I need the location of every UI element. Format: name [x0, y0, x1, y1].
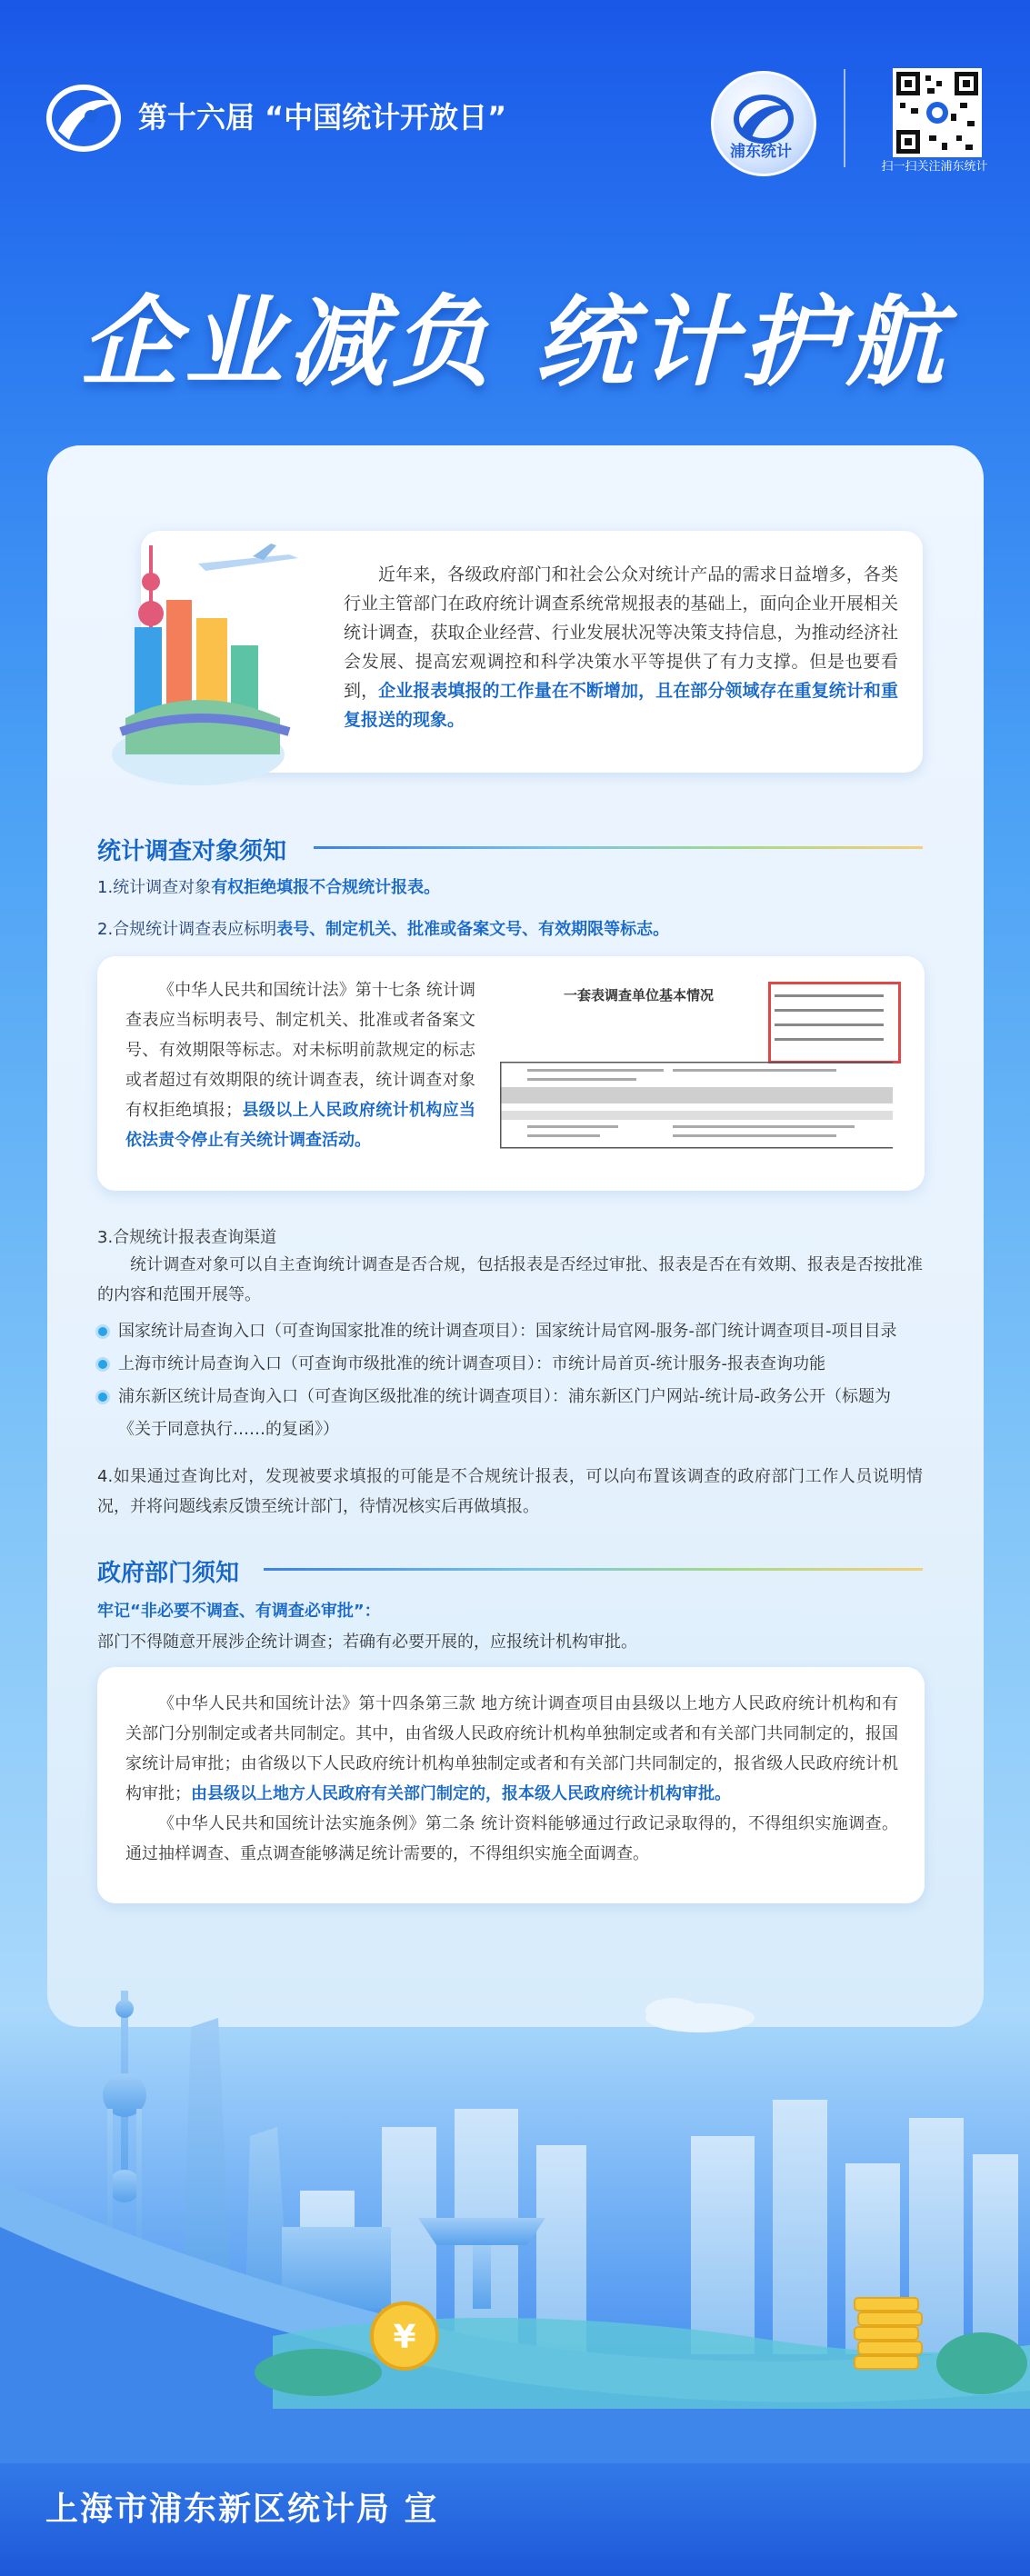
motto: 牢记“非必要不调查、有调查必审批”： — [97, 1602, 381, 1621]
skyline-illustration — [0, 1954, 1030, 2463]
law-card-article17-text: 《中华人民共和国统计法》第十七条 统计调查表应当标明表号、制定机关、批准或者备案文号、有效期限等标志。对未标明前款规定的标志或者超过有效期限的统计调查表，统计调查对象有权拒绝填报；县级以上人民政府统计机构应当依法责令停止有关统计调查活动。 — [125, 981, 476, 1150]
event-title: 第十六届 “中国统计开放日” — [138, 100, 507, 135]
item-3-title: 3.合规统计报表查询渠道 — [97, 1228, 277, 1247]
sample-form-image — [491, 974, 902, 1156]
intro-text: 近年来，各级政府部门和社会公众对统计产品的需求日益增多，各类行业主管部门在政府统计调查系统常规报表的基础上，面向企业开展相关统计调查，获取企业经营、行业发展状况等决策支持信息，为推动经济社会发展、提高宏观调控和科学决策水平等提供了有力支撑。但是也要看到，企业报表填报的工作量在不断增加，且在部分领域存在重复统计和重复报送的现象。 — [344, 564, 898, 730]
bullet-icon — [98, 1327, 107, 1336]
main-title: 企业减负 统计护航 — [80, 286, 950, 400]
channel-national: 国家统计局查询入口（可查询国家批准的统计调查项目）：国家统计局官网-服务-部门统计调查项目-项目目录 — [118, 1322, 897, 1341]
section-divider — [264, 1568, 923, 1571]
stats-logo-icon — [45, 84, 122, 153]
pudong-stats-logo-text: 浦东统计 — [730, 143, 792, 161]
intro-highlight: 企业报表填报的工作量在不断增加，且在部分领域存在重复统计和重复报送的现象。 — [344, 681, 898, 730]
channel-pudong: 浦东新区统计局查询入口（可查询区级批准的统计调查项目）：浦东新区门户网站-统计局-政务公开（标题为 — [118, 1387, 891, 1406]
city-illustration — [98, 527, 316, 800]
header-divider — [844, 69, 845, 167]
yuan-coin-icon — [368, 2300, 441, 2372]
law-article14-text: 《中华人民共和国统计法》第十四条第三款 地方统计调查项目由县级以上地方人民政府统计机构和有关部门分别制定或者共同制定。其中，由省级人民政府统计机构单独制定或者和有关部门共同制定的，报国家统计局审批；由省级以下人民政府统计机构单独制定或者和有关部门共同制定的，报省级人民政府统计机构审批；由县级以上地方人民政府有关部门制定的，报本级人民政府统计机构审批。 — [125, 1694, 898, 1803]
coin-stack-icon — [845, 2291, 936, 2372]
section-divider — [314, 846, 923, 849]
section-title-survey-subjects: 统计调查对象须知 — [97, 838, 287, 865]
publisher-footer: 上海市浦东新区统计局 宣 — [45, 2491, 439, 2528]
section-title-government: 政府部门须知 — [97, 1560, 240, 1587]
bullet-icon — [98, 1360, 107, 1369]
motto-text: 部门不得随意开展涉企统计调查；若确有必要开展的，应报统计机构审批。 — [97, 1632, 637, 1652]
bullet-icon — [98, 1393, 107, 1402]
channel-shanghai: 上海市统计局查询入口（可查询市级批准的统计调查项目）：市统计局首页-统计服务-报表查询功能 — [118, 1354, 825, 1373]
item-3-text: 统计调查对象可以自主查询统计调查是否合规，包括报表是否经过审批、报表是否在有效期、报表是否按批准的内容和范围开展等。 — [97, 1255, 923, 1304]
qr-caption: 扫一扫关注浦东统计 — [881, 160, 988, 174]
item-4-text: 4.如果通过查询比对，发现被要求填报的可能是不合规统计报表，可以向布置该调查的政府部门工作人员说明情况，并将问题线索反馈至统计部门，待情况核实后再做填报。 — [97, 1467, 923, 1516]
item-1: 1.统计调查对象有权拒绝填报不合规统计报表。 — [97, 878, 441, 897]
item-2: 2.合规统计调查表应标明表号、制定机关、批准或备案文号、有效期限等标志。 — [97, 920, 670, 939]
law-regulation-article2-text: 《中华人民共和国统计法实施条例》第二条 统计资料能够通过行政记录取得的，不得组织实施调查。通过抽样调查、重点调查能够满足统计需要的，不得组织实施全面调查。 — [125, 1814, 898, 1863]
svg-text:¥: ¥ — [393, 2319, 416, 2356]
channel-pudong-cont: 《关于同意执行……的复函》） — [118, 1420, 339, 1439]
qr-code[interactable] — [893, 68, 982, 157]
sample-form-title: 一套表调查单位基本情况 — [564, 987, 715, 1003]
